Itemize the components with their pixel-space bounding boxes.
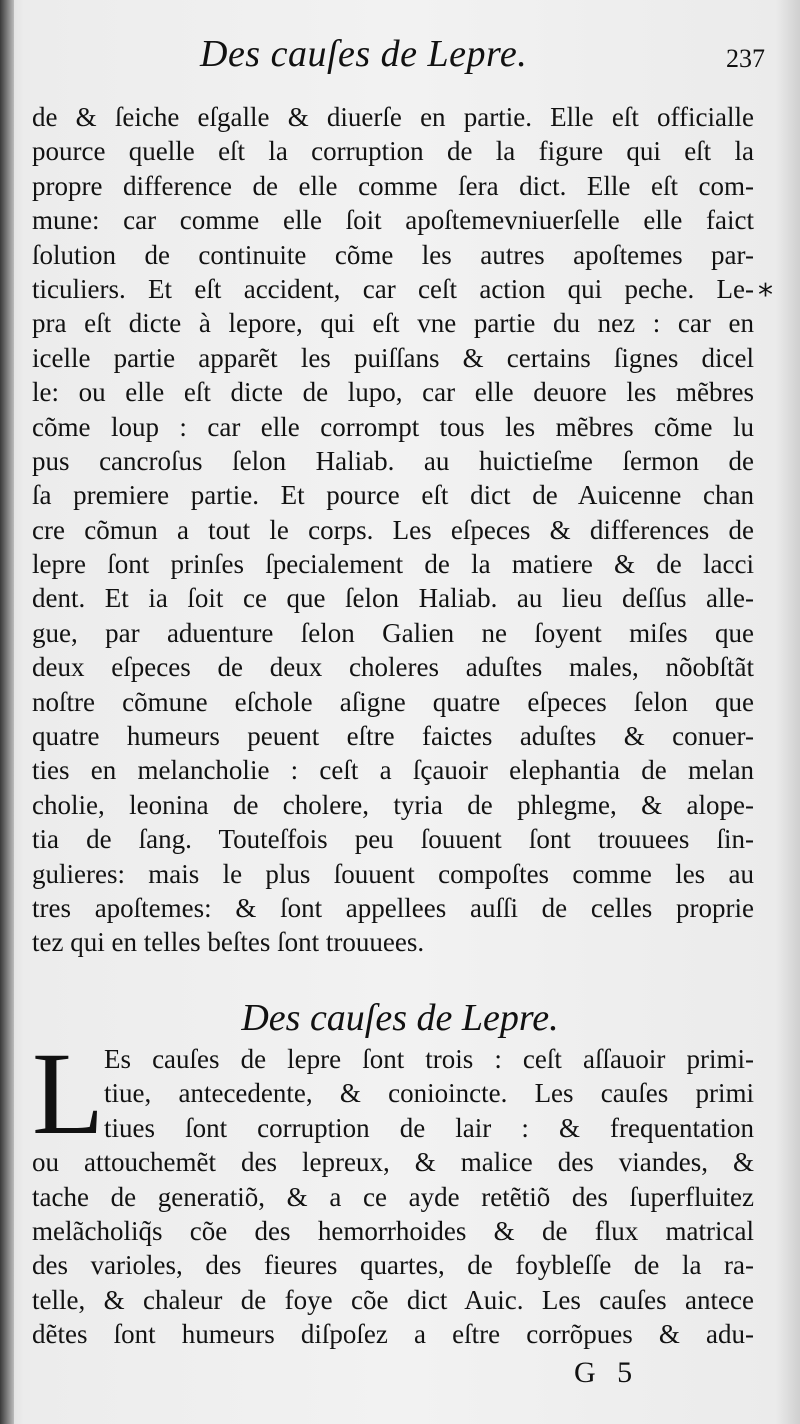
text-line: gulieres: mais le plus ſouuent compoſtes comme les au (32, 858, 754, 889)
text-line: noſtre cõmune eſchole aſigne quatre eſpeces ſelon que (32, 686, 754, 717)
text-line: pource quelle eſt la corruption de la figure qui eſt la (32, 136, 754, 167)
margin-asterisk-icon: * (758, 278, 773, 313)
text-line: quatre humeurs peuent eſtre faictes aduſtes & conuer- (32, 721, 754, 752)
text-line: le: ou elle eſt dicte de lupo, car elle deuore les mẽbres (32, 377, 754, 408)
section-heading: Des cauſes de Lepre. (241, 997, 559, 1039)
body-text (32, 100, 754, 960)
page-header (0, 28, 800, 78)
text-line: telle, & chaleur de foye cõe dict Auic. Les cauſes antece (32, 1284, 754, 1315)
running-head: Des cauſes de Lepre. (200, 33, 528, 75)
text-line: Es cauſes de lepre ſont trois : ceſt aſſauoir primi- (104, 1044, 754, 1074)
text-line: ties en melancholie : ceſt a ſçauoir elephantia de melan (32, 755, 754, 786)
text-line: ſolution de continuite cõme les autres apoſtemes par- (32, 239, 754, 270)
text-line: tia de ſang. Touteſfois peu ſouuent ſont trouuees ſin- (32, 824, 754, 855)
text-line: mune: car comme elle ſoit apoſtemevniuerſelle elle faict (32, 205, 754, 236)
text-line: ou attouchemẽt des lepreux, & malice des viandes, & (32, 1147, 754, 1178)
page-number: 237 (726, 44, 765, 73)
text-line: gue, par aduenture ſelon Galien ne ſoyent miſes que (32, 617, 754, 648)
drop-cap: L (32, 1028, 105, 1159)
text-line: tez qui en telles beſtes ſont trouuees. (32, 927, 425, 958)
text-line: cholie, leonina de cholere, tyria de phlegme, & alope- (32, 789, 754, 820)
section-text (32, 1028, 754, 1352)
text-line: dẽtes ſont humeurs diſpoſez a eſtre corrõpues & adu- (32, 1319, 754, 1350)
text-line: cõme loup : car elle corrompt tous les mẽbres cõme lu (32, 411, 754, 442)
text-line: tiue, antecedente, & conioincte. Les cauſes primi (104, 1078, 754, 1109)
text-line: tres apoſtemes: & ſont appellees auſſi de celles proprie (32, 892, 754, 923)
text-line: propre difference de elle comme ſera dict. Elle eſt com- (32, 170, 754, 201)
text-line: deux eſpeces de deux choleres aduſtes males, nõobſtãt (32, 652, 754, 683)
text-line: ſa premiere partie. Et pource eſt dict de Auicenne chan (32, 480, 754, 511)
page-gutter-shadow (0, 0, 14, 1424)
text-line: de & ſeiche eſgalle & diuerſe en partie. Elle eſt officialle (32, 102, 754, 132)
text-line: des varioles, des fieures quartes, de foybleſſe de la ra- (32, 1250, 754, 1281)
text-line: pus cancroſus ſelon Haliab. au huictieſme ſermon de (32, 445, 754, 476)
text-line: cre cõmun a tout le corps. Les eſpeces & differences de (32, 514, 754, 545)
text-line: lepre ſont prinſes ſpecialement de la matiere & de lacci (32, 549, 754, 580)
text-line: dent. Et ia ſoit ce que ſelon Haliab. au lieu deſſus alle- (32, 583, 754, 614)
text-line: ticuliers. Et eſt accident, car ceſt action qui peche. Le- (32, 273, 754, 304)
text-line: icelle partie apparẽt les puiſſans & certains ſignes dicel (32, 342, 754, 373)
text-line: tiues ſont corruption de lair : & frequentation (104, 1112, 754, 1143)
text-line: melãcholiq̃s cõe des hemorrhoides & de flux matrical (32, 1215, 754, 1246)
text-line: tache de generatiõ, & a ce ayde retẽtiõ des ſuperfluitez (32, 1181, 754, 1212)
text-line: pra eſt dicte à lepore, qui eſt vne partie du nez : car en (32, 308, 754, 339)
signature-mark: G 5 (574, 1356, 633, 1389)
